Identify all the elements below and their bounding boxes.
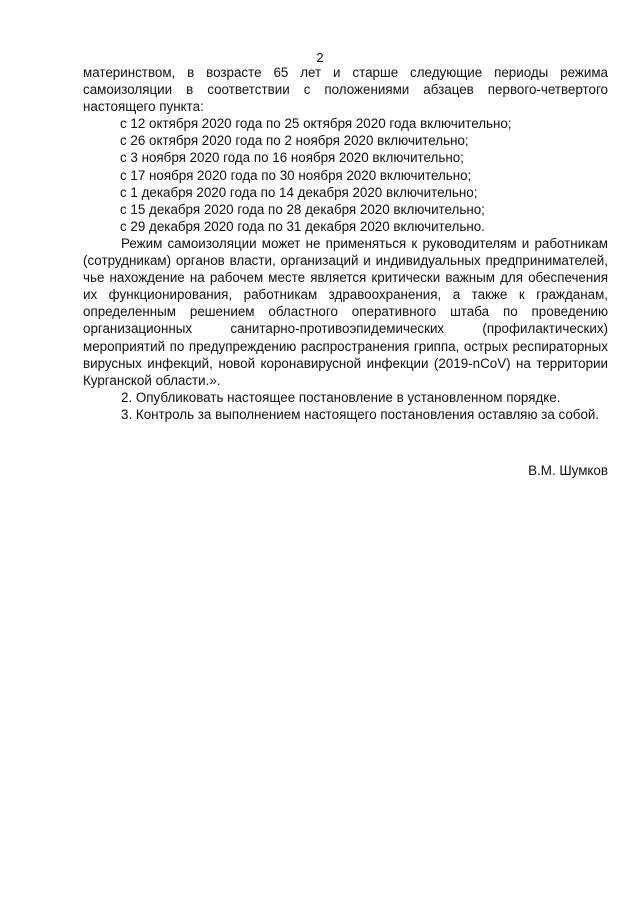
item-3-paragraph: 3. Контроль за выполнением настоящего постановления оставляю за собой. xyxy=(121,406,600,422)
signature: В.М. Шумков xyxy=(528,463,608,478)
item-2-paragraph: 2. Опубликовать настоящее постановление в установленном порядке. xyxy=(121,389,561,405)
document-body xyxy=(83,64,608,423)
period-item: с 29 декабря 2020 года по 31 декабря 2020 включительно. xyxy=(120,218,485,234)
period-item: с 1 декабря 2020 года по 14 декабря 2020 включительно; xyxy=(120,184,478,200)
period-item: с 26 октября 2020 года по 2 ноября 2020 включительно; xyxy=(120,133,469,149)
period-item: с 3 ноября 2020 года по 16 ноября 2020 включительно; xyxy=(120,150,464,166)
period-item: с 15 декабря 2020 года по 28 декабря 2020 включительно; xyxy=(120,201,485,217)
period-item: с 17 ноября 2020 года по 30 ноября 2020 включительно; xyxy=(120,167,472,183)
page-number: 2 xyxy=(316,50,324,65)
period-list xyxy=(83,115,608,235)
period-item: с 12 октября 2020 года по 25 октября 2020 года включительно; xyxy=(120,116,512,132)
intro-paragraph: материнством, в возрасте 65 лет и старше следующие периоды режима самоизоляции в соответствии с положениями абзацев первого-четвертого настоящего пункта: xyxy=(83,65,608,115)
exemption-paragraph: Режим самоизоляции может не применяться к руководителям и работникам (сотрудникам) органов власти, организаций и индивидуальных предпринимателей, чье нахождение на рабочем месте является критически важным для обеспечения их функционирования, работникам здравоохранения, а также к гражданам, определенным решением областного оперативного штаба по проведению организационных санитарно-противоэпидемических (профилактических) мероприятий по предупреждению распространения гриппа, острых респираторных вирусных инфекций, новой коронавирусной инфекции (2019-nCoV) на территории Курганской области.». xyxy=(83,235,608,388)
